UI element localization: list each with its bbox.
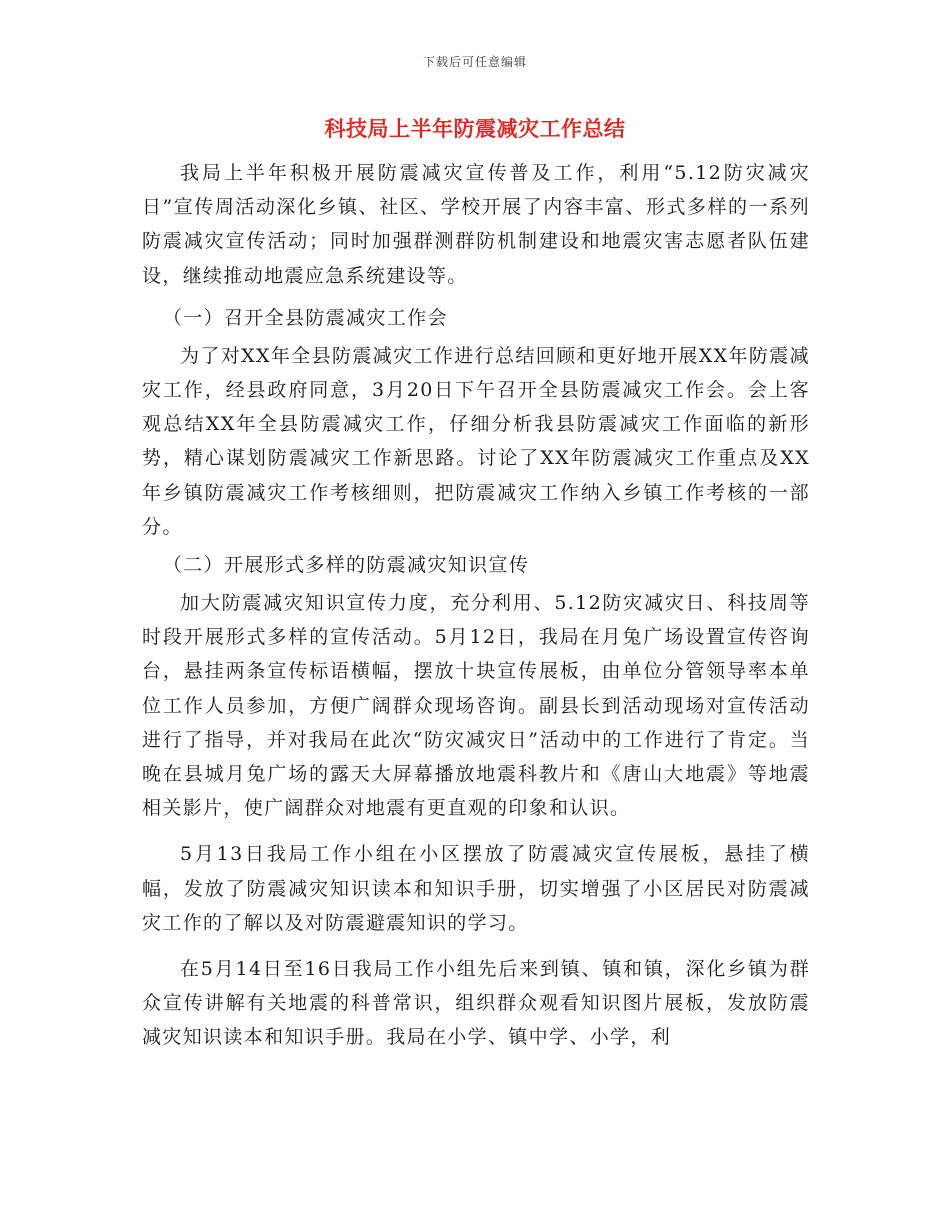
section-1-heading: （一）召开全县防震减灾工作会 bbox=[162, 306, 448, 329]
section-1-paragraph: 为了对XX年全县防震减灾工作进行总结回顾和更好地开展XX年防震减灾工作，经县政府同意，3月20日下午召开全县防震减灾工作会。会上客观总结XX年全县防震减灾工作，仔细分析我县防震减灾工作面临的新形势，精心谋划防震减灾工作新思路。讨论了XX年防震减灾工作重点及XX年乡镇防震减灾工作考核细则，把防震减灾工作纳入乡镇工作考核的一部分。 bbox=[142, 344, 810, 538]
section-2-heading: （二）开展形式多样的防震减灾知识宣传 bbox=[162, 554, 530, 577]
section-2-paragraph-2: 5月13日我局工作小组在小区摆放了防震减灾宣传展板，悬挂了横幅，发放了防震减灾知识读本和知识手册，切实增强了小区居民对防震减灾工作的了解以及对防震避震知识的学习。 bbox=[142, 843, 810, 934]
header-note: 下载后可任意编辑 bbox=[422, 55, 527, 69]
document-body bbox=[142, 156, 810, 1055]
section-2-paragraph-3: 在5月14日至16日我局工作小组先后来到镇、镇和镇，深化乡镇为群众宣传讲解有关地震的科普常识，组织群众观看知识图片展板，发放防震减灾知识读本和知识手册。我局在小学、镇中学、小学，利 bbox=[142, 958, 810, 1049]
section-2-paragraph-1: 加大防震减灾知识宣传力度，充分利用、5.12防灾减灾日、科技周等时段开展形式多样的宣传活动。5月12日，我局在月兔广场设置宣传咨询台，悬挂两条宣传标语横幅，摆放十块宣传展板，由单位分管领导率本单位工作人员参加，方便广阔群众现场咨询。副县长到活动现场对宣传活动进行了指导，并对我局在此次“防灾减灾日”活动中的工作进行了肯定。当晚在县城月兔广场的露天大屏幕播放地震科教片和《唐山大地震》等地震相关影片，使广阔群众对地震有更直观的印象和认识。 bbox=[142, 592, 810, 820]
intro-paragraph: 我局上半年积极开展防震减灾宣传普及工作，利用“5.12防灾减灾日”宣传周活动深化乡镇、社区、学校开展了内容丰富、形式多样的一系列防震减灾宣传活动；同时加强群测群防机制建设和地震灾害志愿者队伍建设，继续推动地震应急系统建设等。 bbox=[142, 162, 810, 287]
document-title: 科技局上半年防震减灾工作总结 bbox=[324, 116, 626, 141]
